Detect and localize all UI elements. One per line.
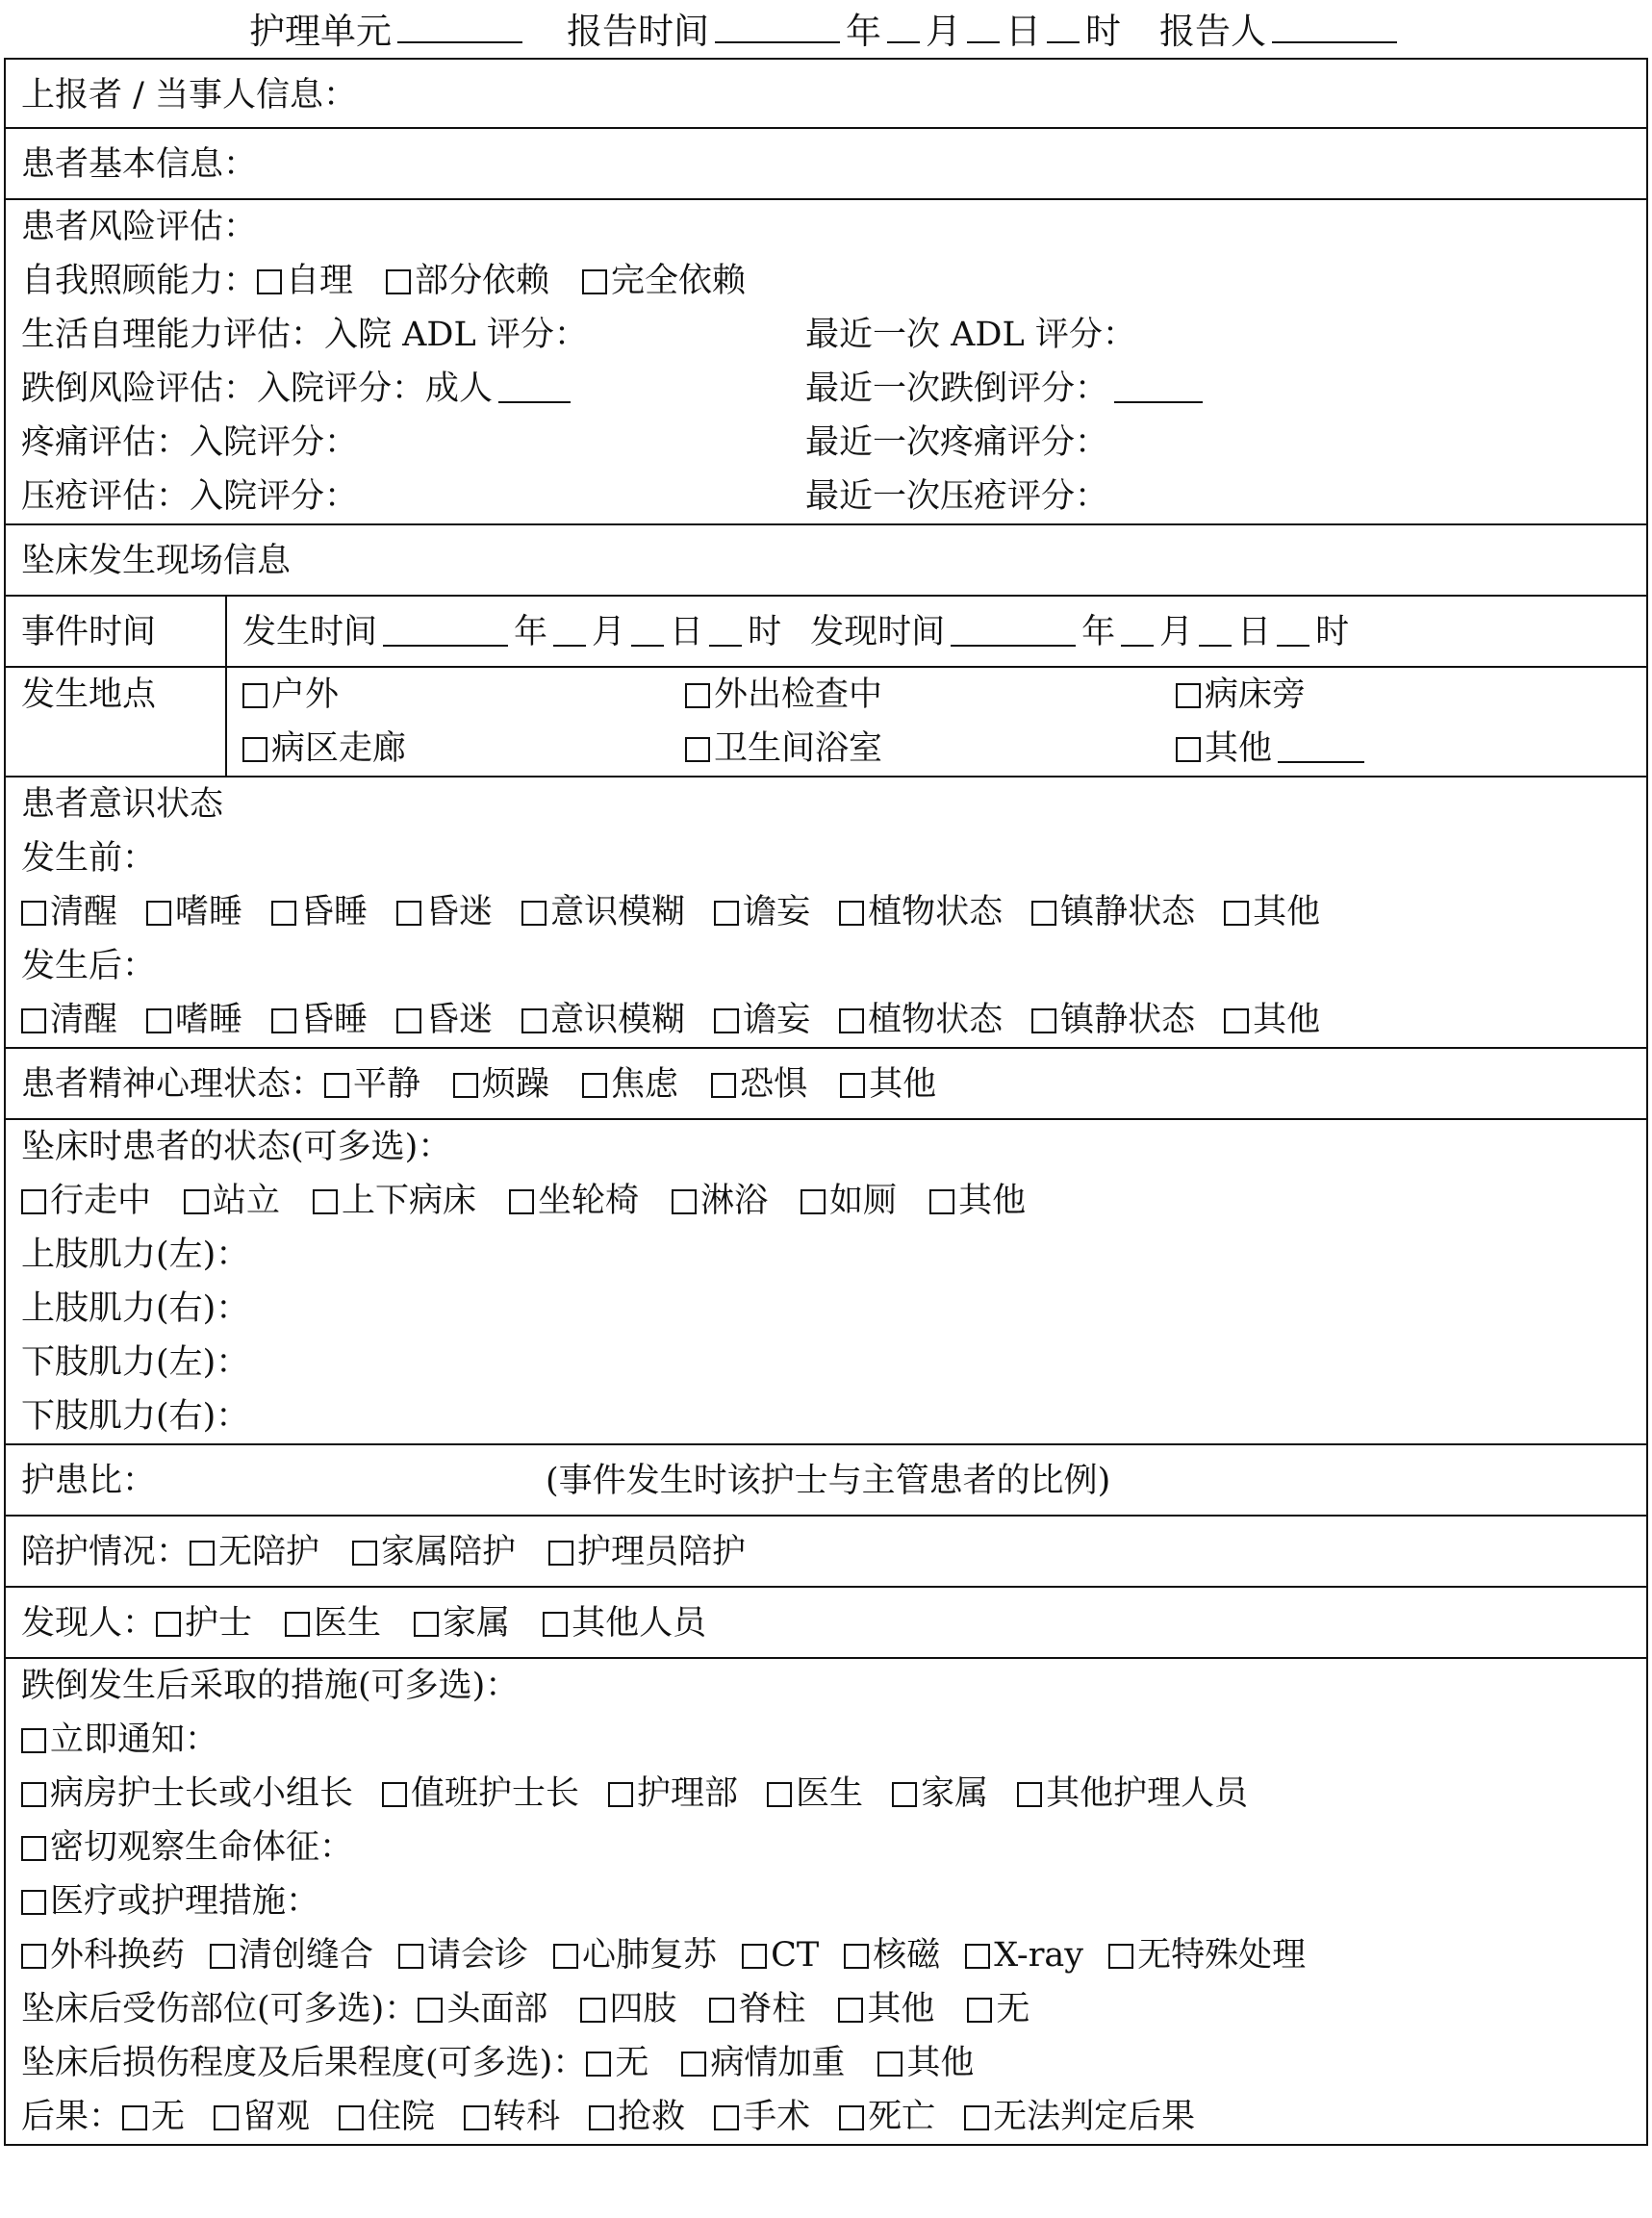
ratio-note: (事件发生时该护士与主管患者的比例) [546,1462,1111,1500]
notify-option-1[interactable]: 值班护士长 [382,1767,579,1821]
outcome-option-7[interactable]: 无法判定后果 [964,2090,1195,2144]
location-option-1[interactable]: 外出检查中 [685,668,1176,722]
checkbox[interactable] [553,1944,578,1969]
outcome-line [21,2090,1646,2144]
checkbox[interactable] [271,1008,296,1033]
treatment-option-4[interactable]: CT [742,1928,819,1982]
checkbox[interactable] [839,901,864,926]
checkbox[interactable] [967,1998,992,2023]
occur-month-blank[interactable] [553,616,586,647]
location-option-3[interactable]: 病区走廊 [242,722,685,776]
consciousness-before-option-8[interactable]: 其他 [1224,885,1320,939]
severity-label: 坠床后损伤程度及后果程度(可多选)： [21,2044,587,2082]
consciousness-before-options [21,885,1646,939]
checkbox[interactable] [1031,901,1056,926]
treatment-option-7[interactable]: 无特殊处理 [1108,1928,1306,1982]
escort-line [21,1517,1646,1586]
checkbox[interactable] [21,1782,46,1807]
checkbox[interactable] [21,1189,46,1214]
location-option-5[interactable]: 其他 [1176,722,1561,776]
patient-basic-label: 患者基本信息： [21,145,258,184]
fall-latest-blank[interactable] [1114,372,1203,403]
ratio-row [5,1444,1647,1516]
checkbox[interactable] [965,1944,990,1969]
injury-option-4[interactable]: 无 [967,1982,1029,2036]
consciousness-after-option-3[interactable]: 昏迷 [396,993,493,1047]
mental-label: 患者精神心理状态： [21,1065,325,1104]
location-other-blank[interactable] [1278,732,1364,763]
finder-option-2[interactable]: 家属 [414,1588,510,1659]
scene-title: 坠床发生现场信息 [21,542,292,580]
consciousness-after-option-7[interactable]: 镇静状态 [1031,993,1195,1047]
measures-row [5,1658,1647,2145]
checkbox[interactable] [608,1782,633,1807]
reporter-info-row [5,59,1647,128]
checkbox[interactable] [146,1008,171,1033]
consciousness-after-label: 发生后： [21,947,157,985]
consciousness-before-option-6[interactable]: 植物状态 [839,885,1003,939]
checkbox[interactable] [242,683,267,708]
hour-label: 时 [1085,11,1121,52]
notify-option-0[interactable]: 病房护士长或小组长 [21,1767,353,1821]
consciousness-after-option-0[interactable]: 清醒 [21,993,117,1047]
checkbox[interactable] [1224,901,1249,926]
escort-row [5,1516,1647,1587]
consciousness-before-option-7[interactable]: 镇静状态 [1031,885,1195,939]
consciousness-after-option-4[interactable]: 意识模糊 [521,993,685,1047]
year-label: 年 [846,11,881,52]
consciousness-before-option-4[interactable]: 意识模糊 [521,885,685,939]
found-year-blank[interactable] [951,616,1076,647]
injury-line [21,1982,1646,2036]
report-time-label: 报告时间 [567,11,709,52]
checkbox[interactable] [580,1998,605,2023]
treatment-option-0[interactable]: 外科换药 [21,1928,185,1982]
consciousness-after-options [21,993,1646,1047]
checkbox[interactable] [709,1998,734,2023]
checkbox[interactable] [1017,1782,1042,1807]
checkbox[interactable] [122,2105,147,2130]
consciousness-before-option-2[interactable]: 昏睡 [271,885,368,939]
upper-left-strength: 上肢肌力(左)： [21,1236,250,1274]
reporter-info-label: 上报者 / 当事人信息： [21,76,358,115]
outcome-option-1[interactable]: 留观 [214,2090,310,2144]
checkbox[interactable] [714,901,739,926]
consciousness-before-option-1[interactable]: 嗜睡 [146,885,242,939]
occur-day-blank[interactable] [631,616,664,647]
pain-line: 疼痛评估：入院评分： 最近一次疼痛评分： [21,423,1109,462]
treatment-option-5[interactable]: 核磁 [844,1928,940,1982]
mental-option-0[interactable]: 平静 [324,1049,420,1120]
self-care-option-1[interactable]: 部分依赖 [386,254,549,308]
state-row [5,1119,1647,1444]
self-care-option-2[interactable]: 完全依赖 [582,254,746,308]
checkbox[interactable] [453,1073,478,1098]
consciousness-before-label: 发生前： [21,839,157,878]
treatment-option-3[interactable]: 心肺复苏 [553,1928,717,1982]
event-time-values: 发生时间 年 月 日 时 发现时间 年 月 日 时 [242,613,1350,651]
injury-option-2[interactable]: 脊柱 [709,1982,805,2036]
state-title: 坠床时患者的状态(可多选)： [21,1128,452,1166]
state-option-2[interactable]: 上下病床 [313,1174,476,1228]
outcome-label: 后果： [21,2098,123,2136]
checkbox[interactable] [877,2052,902,2077]
treatment-line[interactable]: 医疗或护理措施： [21,1874,1646,1928]
occur-hour-blank[interactable] [709,616,742,647]
lower-right-strength: 下肢肌力(右)： [21,1397,250,1436]
checkbox[interactable] [396,901,421,926]
checkbox[interactable] [685,683,710,708]
lower-left-strength: 下肢肌力(左)： [21,1343,250,1382]
checkbox[interactable] [844,1944,869,1969]
notify-line[interactable]: 立即通知： [21,1713,1646,1767]
checkbox[interactable] [589,2105,614,2130]
reporter-label: 报告人 [1159,11,1266,52]
severity-option-0[interactable]: 无 [586,2036,648,2090]
checkbox[interactable] [548,1541,573,1566]
consciousness-before-option-0[interactable]: 清醒 [21,885,117,939]
mental-line [21,1049,1646,1118]
checkbox[interactable] [839,1008,864,1033]
consciousness-after-option-8[interactable]: 其他 [1224,993,1320,1047]
notify-option-2[interactable]: 护理部 [608,1767,738,1821]
checkbox[interactable] [21,1890,46,1915]
ratio-label: 护患比： [21,1462,157,1500]
checkbox[interactable] [190,1541,215,1566]
outcome-option-5[interactable]: 手术 [714,2090,810,2144]
checkbox[interactable] [839,2105,864,2130]
checkbox[interactable] [398,1944,423,1969]
injury-label: 坠床后受伤部位(可多选)： [21,1990,419,2028]
checkbox[interactable] [714,2105,739,2130]
checkbox[interactable] [396,1008,421,1033]
checkbox[interactable] [742,1944,767,1969]
fall-adult-blank[interactable] [498,372,571,403]
checkbox[interactable] [184,1189,209,1214]
checkbox[interactable] [339,2105,364,2130]
report-day-blank[interactable] [967,13,1000,43]
injury-option-1[interactable]: 四肢 [580,1982,676,2036]
state-option-4[interactable]: 淋浴 [672,1174,768,1228]
consciousness-before-option-5[interactable]: 谵妄 [714,885,810,939]
escort-label: 陪护情况： [21,1533,191,1571]
outcome-option-6[interactable]: 死亡 [839,2090,935,2144]
severity-option-2[interactable]: 其他 [877,2036,974,2090]
injury-option-0[interactable]: 头面部 [418,1982,547,2036]
mental-option-1[interactable]: 烦躁 [453,1049,549,1120]
consciousness-title: 患者意识状态 [21,785,224,824]
checkbox[interactable] [801,1189,826,1214]
event-time-label: 事件时间 [21,613,157,651]
month-label: 月 [926,11,961,52]
adl-line: 生活自理能力评估：入院 ADL 评分： 最近一次 ADL 评分： [21,316,1136,354]
reporter-blank[interactable] [1272,13,1397,43]
upper-right-strength: 上肢肌力(右)： [21,1289,250,1328]
self-care-option-0[interactable]: 自理 [257,254,353,308]
treatment-option-1[interactable]: 清创缝合 [210,1928,373,1982]
checkbox[interactable] [767,1782,792,1807]
checkbox[interactable] [414,1612,439,1637]
location-option-2[interactable]: 病床旁 [1176,668,1561,722]
notify-option-3[interactable]: 医生 [767,1767,863,1821]
checkbox[interactable] [582,269,607,294]
checkbox[interactable] [840,1073,865,1098]
occur-year-blank[interactable] [383,616,508,647]
found-day-blank[interactable] [1199,616,1232,647]
form-header [0,0,1652,56]
notify-option-4[interactable]: 家属 [892,1767,988,1821]
escort-option-2[interactable]: 护理员陪护 [548,1517,746,1588]
checkbox[interactable] [1108,1944,1133,1969]
ratio-line [21,1445,1646,1515]
checkbox[interactable] [418,1998,443,2023]
outcome-option-3[interactable]: 转科 [464,2090,560,2144]
outcome-option-2[interactable]: 住院 [339,2090,435,2144]
state-options [21,1174,1646,1228]
checkbox[interactable] [964,2105,989,2130]
found-hour-blank[interactable] [1277,616,1309,647]
day-label: 日 [1005,11,1041,52]
treatment-option-6[interactable]: X-ray [965,1928,1083,1982]
checkbox[interactable] [714,1008,739,1033]
observe-line[interactable]: 密切观察生命体征： [21,1821,1646,1874]
found-month-blank[interactable] [1121,616,1154,647]
state-option-6[interactable]: 其他 [929,1174,1026,1228]
report-month-blank[interactable] [887,13,920,43]
consciousness-row [5,777,1647,1048]
consciousness-after-option-1[interactable]: 嗜睡 [146,993,242,1047]
finder-option-0[interactable]: 护士 [156,1588,252,1659]
risk-title: 患者风险评估： [21,208,258,246]
finder-label: 发现人： [21,1604,157,1643]
notify-option-5[interactable]: 其他护理人员 [1017,1767,1248,1821]
location-label: 发生地点 [21,676,157,714]
risk-assessment-row [5,199,1647,524]
finder-row [5,1587,1647,1658]
location-option-4[interactable]: 卫生间浴室 [685,722,1176,776]
checkbox[interactable] [21,901,46,926]
state-option-5[interactable]: 如厕 [801,1174,897,1228]
state-option-3[interactable]: 坐轮椅 [509,1174,639,1228]
finder-option-1[interactable]: 医生 [285,1588,381,1659]
checkbox[interactable] [929,1189,954,1214]
treatment-options [21,1928,1646,1982]
mental-option-2[interactable]: 焦虑 [582,1049,678,1120]
notify-options [21,1767,1646,1821]
location-options [242,668,1646,776]
outcome-option-4[interactable]: 抢救 [589,2090,685,2144]
pressure-line: 压疮评估：入院评分： 最近一次压疮评分： [21,477,1109,516]
fall-report-form [4,58,1648,2146]
checkbox[interactable] [464,2105,489,2130]
checkbox[interactable] [582,1073,607,1098]
checkbox[interactable] [509,1189,534,1214]
checkbox[interactable] [521,901,546,926]
state-option-1[interactable]: 站立 [184,1174,280,1228]
checkbox[interactable] [681,2052,706,2077]
checkbox[interactable] [711,1073,736,1098]
report-hour-blank[interactable] [1047,13,1080,43]
state-option-0[interactable]: 行走中 [21,1174,151,1228]
escort-option-0[interactable]: 无陪护 [190,1517,319,1588]
checkbox[interactable] [21,1728,46,1753]
severity-line [21,2036,1646,2090]
report-year-blank[interactable] [715,13,840,43]
location-row [5,667,1647,777]
unit-label: 护理单元 [249,11,392,52]
checkbox[interactable] [685,737,710,762]
checkbox[interactable] [521,1008,546,1033]
unit-blank[interactable] [397,13,522,43]
consciousness-after-option-5[interactable]: 谵妄 [714,993,810,1047]
checkbox[interactable] [382,1782,407,1807]
treatment-option-2[interactable]: 请会诊 [398,1928,528,1982]
injury-option-3[interactable]: 其他 [838,1982,934,2036]
self-care-label: 自我照顾能力： [21,262,258,300]
checkbox[interactable] [324,1073,349,1098]
self-care-line [21,254,1646,308]
measures-title: 跌倒发生后采取的措施(可多选)： [21,1667,520,1705]
checkbox[interactable] [146,901,171,926]
checkbox[interactable] [672,1189,697,1214]
severity-option-1[interactable]: 病情加重 [681,2036,845,2090]
checkbox[interactable] [1224,1008,1249,1033]
checkbox[interactable] [386,269,411,294]
checkbox[interactable] [1176,737,1201,762]
consciousness-before-option-3[interactable]: 昏迷 [396,885,493,939]
mental-row [5,1048,1647,1119]
patient-basic-row [5,128,1647,199]
finder-line [21,1588,1646,1657]
checkbox[interactable] [21,1008,46,1033]
consciousness-after-option-2[interactable]: 昏睡 [271,993,368,1047]
location-option-0[interactable]: 户外 [242,668,685,722]
event-time-row [5,596,1647,667]
checkbox[interactable] [1031,1008,1056,1033]
checkbox[interactable] [257,269,282,294]
fall-risk-line: 跌倒风险评估：入院评分：成人 最近一次跌倒评分： [21,362,1646,416]
checkbox[interactable] [313,1189,338,1214]
checkbox[interactable] [156,1612,181,1637]
checkbox[interactable] [543,1612,568,1637]
checkbox[interactable] [271,901,296,926]
checkbox[interactable] [21,1944,46,1969]
checkbox[interactable] [285,1612,310,1637]
consciousness-after-option-6[interactable]: 植物状态 [839,993,1003,1047]
checkbox[interactable] [892,1782,917,1807]
scene-title-row [5,524,1647,596]
checkbox[interactable] [586,2052,611,2077]
checkbox[interactable] [242,737,267,762]
checkbox[interactable] [214,2105,239,2130]
mental-option-4[interactable]: 其他 [840,1049,936,1120]
checkbox[interactable] [352,1541,377,1566]
checkbox[interactable] [838,1998,863,2023]
checkbox[interactable] [1176,683,1201,708]
outcome-option-0[interactable]: 无 [122,2090,185,2144]
checkbox[interactable] [21,1836,46,1861]
checkbox[interactable] [210,1944,235,1969]
mental-option-3[interactable]: 恐惧 [711,1049,807,1120]
escort-option-1[interactable]: 家属陪护 [352,1517,516,1588]
finder-option-3[interactable]: 其他人员 [543,1588,706,1659]
